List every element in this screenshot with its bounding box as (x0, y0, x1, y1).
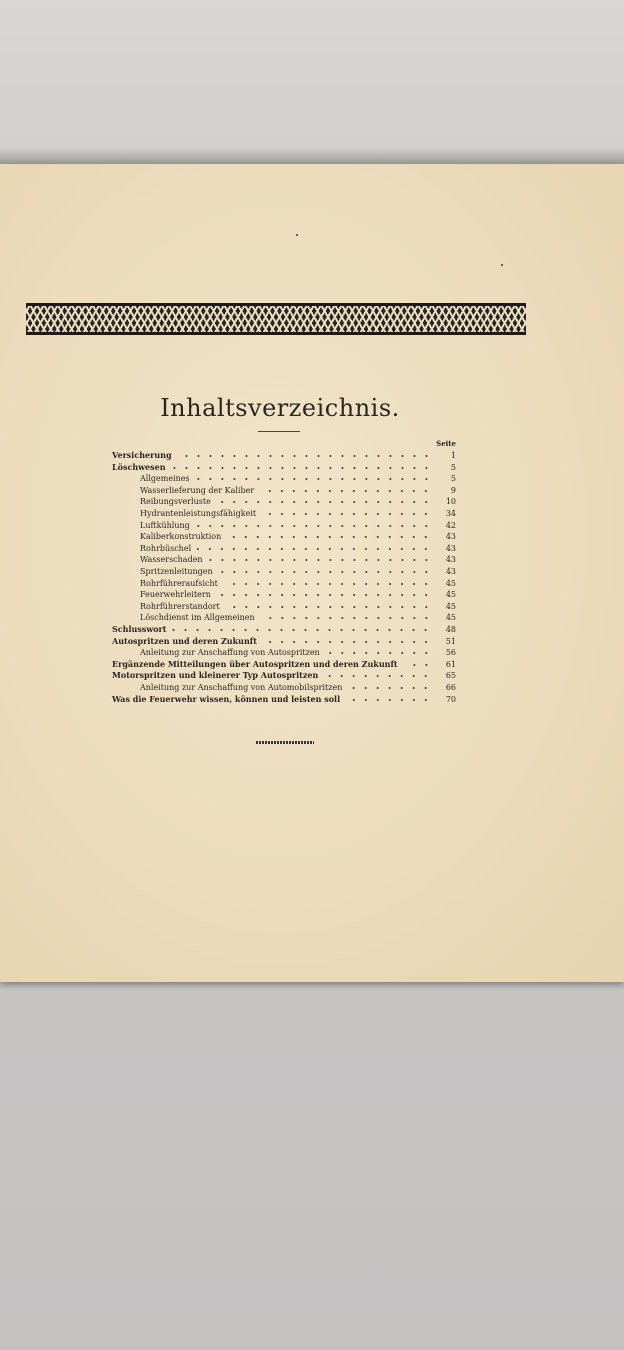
toc-entry (140, 471, 456, 483)
toc-entry (140, 645, 456, 657)
toc-entry (112, 634, 456, 646)
dot-leader (348, 687, 432, 689)
decorative-border-band (26, 303, 526, 335)
toc-entry-label: Was die Feuerwehr wissen, können und leisten soll (112, 693, 341, 704)
toc-entry (140, 564, 456, 576)
toc-entry-page: 51 (445, 636, 456, 646)
dot-leader (260, 490, 432, 492)
toc-entry-page: 43 (445, 555, 456, 565)
toc-entry (112, 622, 456, 634)
toc-entry-label: Wasserlieferung der Kaliber (140, 485, 255, 495)
toc-entry-page: 70 (445, 694, 456, 704)
toc-entry-page: 9 (450, 485, 456, 495)
toc-entry-label: Autospritzen und deren Zukunft (112, 635, 257, 646)
toc-entry-page: 45 (445, 578, 456, 588)
toc-entry-page: 10 (445, 497, 456, 507)
dot-leader (197, 548, 432, 550)
dot-leader (172, 629, 432, 631)
toc-entry (140, 518, 456, 530)
toc-entry-page: 1 (450, 451, 456, 460)
page-title: Inhaltsverzeichnis. (160, 394, 400, 422)
toc-entry-label: Schlusswort (112, 624, 167, 634)
toc-entry (140, 494, 456, 506)
toc-entry (112, 692, 456, 704)
toc-entry (112, 448, 456, 460)
toc-entry-label: Reibungsverluste (140, 497, 211, 507)
dot-leader (261, 617, 432, 619)
dot-leader (196, 525, 432, 527)
toc-entry-page: 48 (445, 625, 456, 634)
dot-leader (226, 606, 432, 608)
dot-leader (404, 664, 432, 666)
dot-leader (326, 652, 432, 654)
toc-entry-label: Spritzenleitungen (140, 567, 213, 576)
toc-entry (140, 610, 456, 622)
toc-entry-page: 5 (450, 474, 456, 484)
toc-entry-label: Allgemeines (140, 474, 190, 484)
toc-entry (140, 506, 456, 518)
toc-entry-label: Kaliberkonstruktion (140, 532, 222, 542)
toc-entry-label: Anleitung zur Anschaffung von Automobilspritzen (140, 683, 343, 692)
toc-entry (140, 552, 456, 564)
toc-entry-page: 45 (445, 601, 456, 611)
title-underline (258, 431, 300, 432)
ink-speck (296, 234, 298, 236)
document-page (0, 164, 624, 982)
dot-leader (346, 699, 432, 701)
toc-entry-label: Hydrantenleistungsfähigkeit (140, 509, 257, 518)
page-column-header: Seite (436, 439, 456, 448)
dot-leader (224, 583, 432, 585)
toc-entry (140, 541, 456, 553)
toc-entry-page: 56 (445, 648, 456, 658)
toc-entry-label: Wasserschaden (140, 555, 203, 565)
toc-entry-label: Motorspritzen und kleinerer Typ Autospritzen (112, 670, 319, 681)
toc-entry-label: Löschwesen (112, 461, 166, 472)
toc-entry (140, 529, 456, 541)
toc-entry (140, 599, 456, 611)
dot-leader (217, 501, 432, 503)
dot-leader (227, 536, 432, 538)
toc-entry (112, 657, 456, 669)
closing-ornament-rule (256, 741, 314, 744)
toc-entry-label: Rohrführerstandort (140, 601, 220, 611)
dot-leader (263, 641, 432, 643)
toc-entry-label: Versicherung (112, 450, 172, 460)
toc-entry-page: 66 (445, 683, 456, 692)
toc-entry-label: Rohrbüschel (140, 543, 192, 553)
toc-entry-page: 45 (445, 613, 456, 623)
toc-entry-page: 45 (445, 590, 456, 600)
toc-entry-page: 5 (450, 462, 456, 472)
toc-entry-page: 34 (445, 509, 456, 518)
toc-entry-label: Anleitung zur Anschaffung von Autospritzen (140, 648, 320, 658)
dot-leader (324, 675, 432, 677)
toc-entry-label: Löschdienst im Allgemeinen (140, 613, 255, 623)
dot-leader (217, 594, 432, 596)
toc-entry-page: 43 (445, 543, 456, 553)
toc-entry-label: Ergänzende Mitteilungen über Autospritzen und deren Zukunft (112, 658, 398, 669)
toc-entry-label: Luftkühlung (140, 520, 190, 530)
dot-leader (196, 478, 432, 480)
toc-entry-page: 65 (445, 671, 456, 681)
toc-entry (140, 680, 456, 692)
ink-speck (501, 264, 503, 266)
toc-entry-page: 61 (445, 659, 456, 669)
toc-entry-page: 43 (445, 532, 456, 542)
dot-leader (262, 513, 432, 515)
toc-entry (112, 668, 456, 680)
dot-leader (209, 559, 432, 561)
toc-entry (140, 587, 456, 599)
dot-leader (178, 455, 432, 457)
toc-entry-page: 42 (445, 520, 456, 530)
toc-entry (112, 460, 456, 472)
dot-leader (172, 467, 432, 469)
dot-leader (219, 571, 432, 573)
toc-entry-label: Feuerwehrleitern (140, 590, 211, 600)
toc-entry-page: 43 (445, 567, 456, 576)
toc-entry-label: Rohrführeraufsicht (140, 578, 218, 588)
toc-entry (140, 576, 456, 588)
toc-entry (140, 483, 456, 495)
